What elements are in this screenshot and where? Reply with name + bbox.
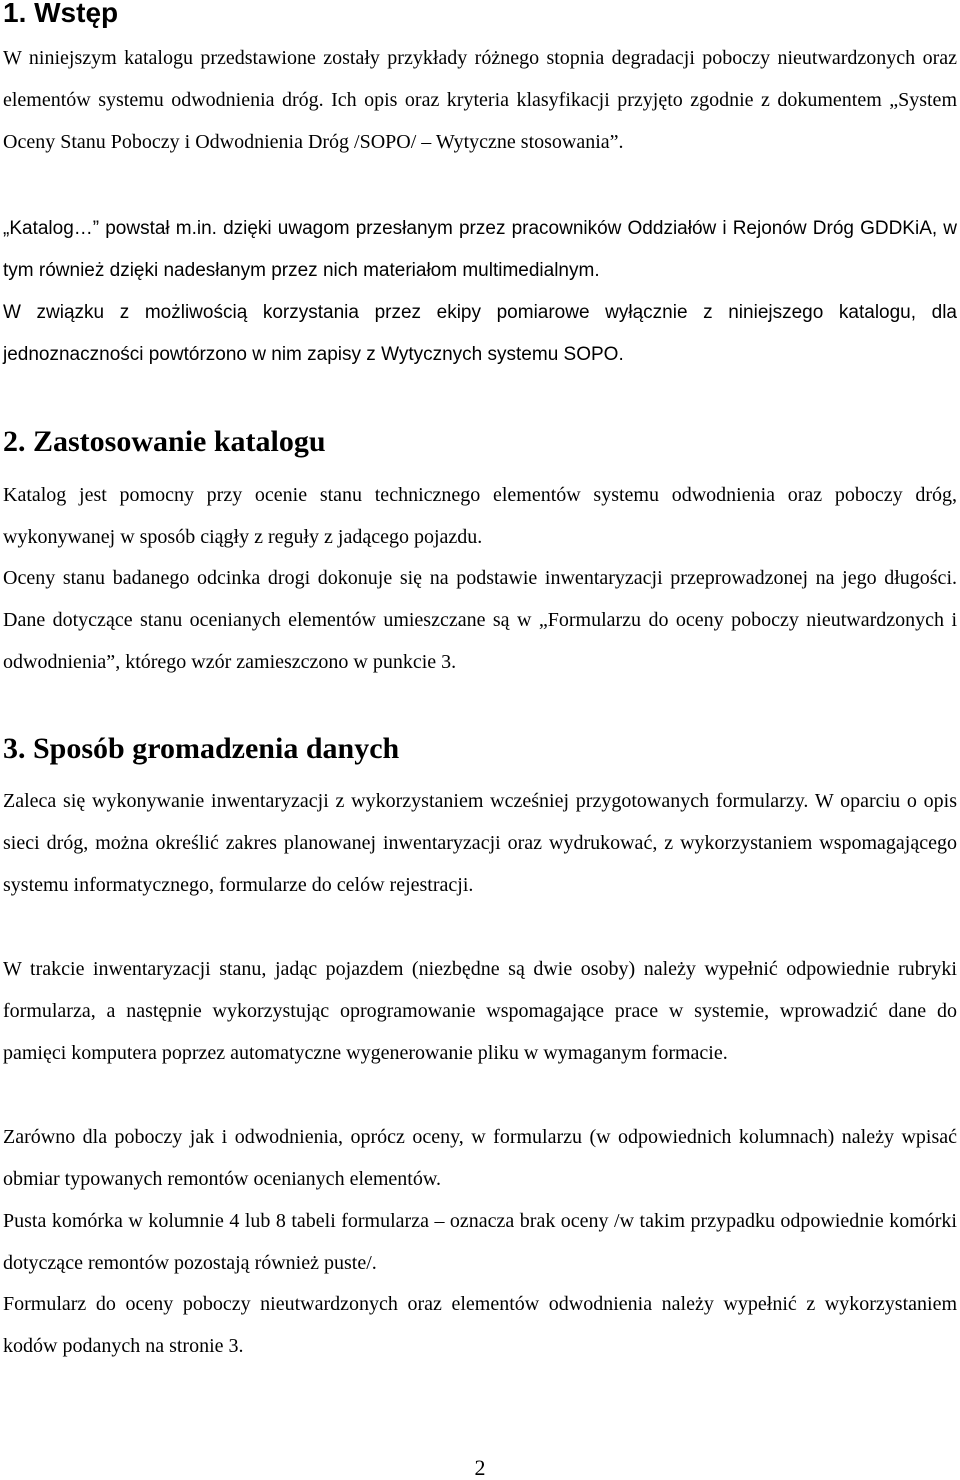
section-1-paragraph-1: W niniejszym katalogu przedstawione zostały przykłady różnego stopnia degradacji poboczy nieutwardzonych oraz elementów systemu odwodnienia dróg. Ich opis oraz kryteria klasyfikacji przyjęto zgodnie z dokumentem „System Oceny Stanu Poboczy i Odwodnienia Dróg /SOPO/ – Wytyczne stosowania”. bbox=[3, 47, 957, 153]
section-3-paragraph-4: Pusta komórka w kolumnie 4 lub 8 tabeli formularza – oznacza brak oceny /w takim przypadku odpowiednie komórki dotyczące remontów pozostają również puste/. bbox=[3, 1210, 957, 1274]
page-number: 2 bbox=[474, 1455, 486, 1480]
section-2-heading: 2. Zastosowanie katalogu bbox=[3, 425, 326, 458]
section-1-paragraph-3: W związku z możliwością korzystania przez ekipy pomiarowe wyłącznie z niniejszego katalogu, dla jednoznaczności powtórzono w nim zapisy z Wytycznych systemu SOPO. bbox=[3, 302, 957, 365]
section-3-paragraph-3: Zarówno dla poboczy jak i odwodnienia, oprócz oceny, w formularzu (w odpowiednich kolumnach) należy wpisać obmiar typowanych remontów ocenianych elementów. bbox=[3, 1126, 957, 1190]
section-3-paragraph-5: Formularz do oceny poboczy nieutwardzonych oraz elementów odwodnienia należy wypełnić z wykorzystaniem kodów podanych na stronie 3. bbox=[3, 1293, 957, 1357]
section-1-paragraph-2: „Katalog…” powstał m.in. dzięki uwagom przesłanym przez pracowników Oddziałów i Rejonów Dróg GDDKiA, w tym również dzięki nadesłanym przez nich materiałom multimedialnym. bbox=[3, 218, 957, 281]
section-3-paragraph-2: W trakcie inwentaryzacji stanu, jadąc pojazdem (niezbędne są dwie osoby) należy wypełnić odpowiednie rubryki formularza, a następnie wykorzystując oprogramowanie wspomagające prace w systemie, wprowadzić dane do pamięci komputera poprzez automatyczne wygenerowanie pliku w wymaganym formacie. bbox=[3, 958, 957, 1064]
section-2-paragraph-1: Katalog jest pomocny przy ocenie stanu technicznego elementów systemu odwodnienia oraz poboczy dróg, wykonywanej w sposób ciągły z reguły z jadącego pojazdu. bbox=[3, 484, 957, 548]
section-3-paragraph-1: Zaleca się wykonywanie inwentaryzacji z wykorzystaniem wcześniej przygotowanych formularzy. W oparciu o opis sieci dróg, można określić zakres planowanej inwentaryzacji oraz wydrukować, z wykorzystaniem wspomagającego systemu informatycznego, formularze do celów rejestracji. bbox=[3, 790, 957, 896]
section-2-paragraph-2: Oceny stanu badanego odcinka drogi dokonuje się na podstawie inwentaryzacji przeprowadzonej na jego długości. Dane dotyczące stanu ocenianych elementów umieszczane są w „Formularzu do oceny poboczy nieutwardzonych i odwodnienia”, którego wzór zamieszczono w punkcie 3. bbox=[3, 567, 957, 673]
section-1-heading: 1. Wstęp bbox=[3, 0, 119, 28]
section-3-heading: 3. Sposób gromadzenia danych bbox=[3, 732, 400, 765]
